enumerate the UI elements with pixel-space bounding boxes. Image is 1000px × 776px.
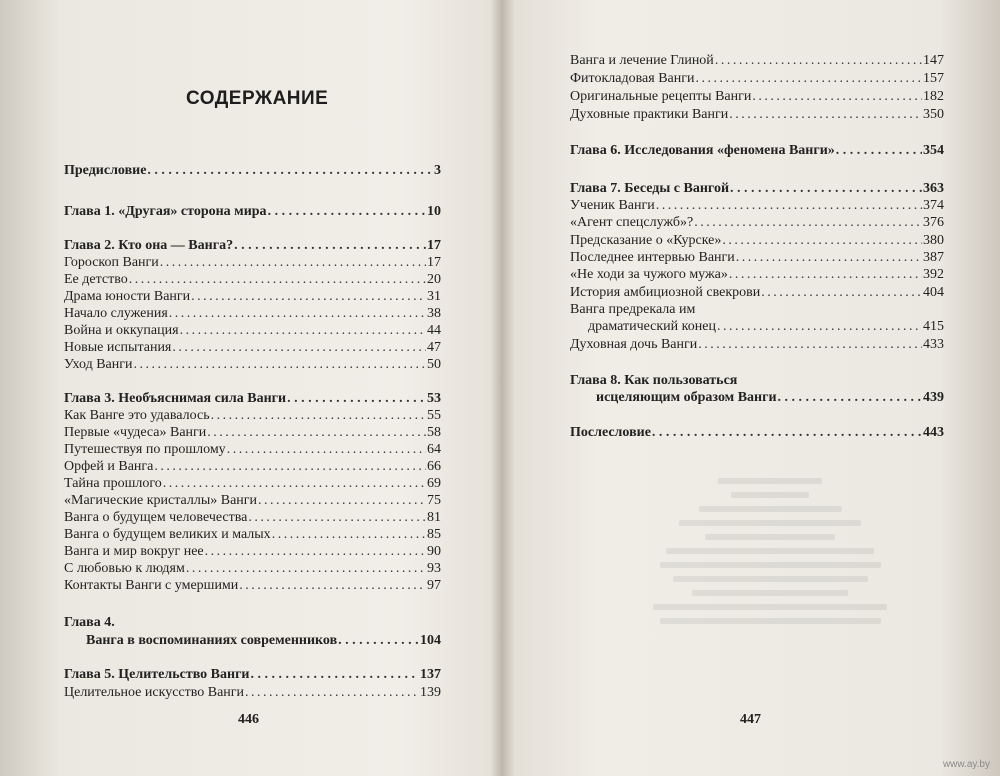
toc-entry-title: Глава 6. Исследования «феномена Ванги»: [570, 143, 835, 158]
toc-entry-title: Уход Ванги: [64, 357, 133, 372]
toc-heading: СОДЕРЖАНИЕ: [186, 88, 329, 109]
dot-leader: [730, 180, 922, 197]
dot-leader: [251, 666, 420, 683]
dot-leader: [239, 577, 426, 594]
toc-entry: [570, 232, 944, 249]
toc-entry-page: 376: [923, 215, 944, 230]
toc-entry: [570, 70, 944, 87]
toc-entry-page: 85: [427, 527, 441, 542]
dot-leader: [163, 475, 426, 492]
dot-leader: [729, 106, 922, 123]
toc-entry: [64, 407, 441, 424]
toc-entry-title: Глава 7. Беседы с Вангой: [570, 181, 730, 196]
toc-entry: [570, 180, 944, 197]
dot-leader: [180, 322, 426, 339]
toc-entry-page: 75: [427, 493, 441, 508]
toc-entry-page: 137: [420, 667, 441, 682]
toc-entry: [64, 666, 441, 683]
dot-leader: [160, 254, 426, 271]
toc-entry: [64, 322, 441, 339]
toc-entry-page: 90: [427, 544, 441, 559]
dot-leader: [133, 356, 426, 373]
dot-leader: [652, 424, 922, 441]
toc-entry-page: 439: [923, 390, 944, 405]
toc-entry-title: Глава 2. Кто она — Ванга?: [64, 238, 234, 253]
dot-leader: [736, 249, 922, 266]
toc-entry: [64, 305, 441, 322]
toc-entry-title: Контакты Ванги с умершими: [64, 578, 239, 593]
toc-entry-page: 182: [923, 89, 944, 104]
toc-entry-title: Начало служения: [64, 306, 168, 321]
toc-entry: [64, 237, 441, 254]
toc-entry-title: Драма юности Ванги: [64, 289, 191, 304]
toc-entry: [64, 271, 441, 288]
dot-leader: [211, 407, 426, 424]
toc-entry: [64, 162, 441, 179]
toc-entry: [588, 318, 944, 335]
toc-entry-page: 10: [427, 204, 441, 219]
toc-entry-title: Предсказание о «Курске»: [570, 233, 722, 248]
toc-entry-title: История амбициозной свекрови: [570, 285, 761, 300]
toc-entry: [64, 390, 441, 407]
toc-entry: [596, 389, 944, 406]
toc-entry-page: 147: [923, 53, 944, 68]
right-page-number: 447: [740, 712, 761, 727]
toc-entry-page: 363: [923, 181, 944, 196]
toc-entry-page: 81: [427, 510, 441, 525]
toc-entry-page: 64: [427, 442, 441, 457]
toc-entry-title: Путешествуя по прошлому: [64, 442, 226, 457]
toc-entry: [64, 339, 441, 356]
toc-entry: [64, 475, 441, 492]
dot-leader: [695, 70, 922, 87]
dot-leader: [154, 458, 426, 475]
dot-leader: [191, 288, 426, 305]
toc-entry-title: Предисловие: [64, 163, 147, 178]
toc-entry-title: Гороскоп Ванги: [64, 255, 159, 270]
toc-entry-page: 97: [427, 578, 441, 593]
toc-entry: [64, 526, 441, 543]
dot-leader: [169, 305, 426, 322]
toc-entry-title: Оригинальные рецепты Ванги: [570, 89, 752, 104]
toc-entry-title: Ванга предрекала им: [570, 302, 696, 317]
dot-leader: [248, 509, 426, 526]
toc-entry-title: Ванга о будущем человечества: [64, 510, 248, 525]
toc-entry: [64, 684, 441, 701]
toc-entry-title: Фитокладовая Ванги: [570, 71, 695, 86]
dot-leader: [272, 526, 426, 543]
toc-entry-page: 69: [427, 476, 441, 491]
dot-leader: [656, 197, 922, 214]
toc-entry-title: Духовные практики Ванги: [570, 107, 729, 122]
toc-entry: [64, 424, 441, 441]
toc-entry-title: драматический конец: [588, 319, 716, 334]
toc-entry: [570, 266, 944, 283]
toc-entry: [570, 52, 944, 69]
toc-entry: [64, 356, 441, 373]
toc-entry: [64, 577, 441, 594]
toc-entry: [64, 560, 441, 577]
toc-entry-page: 44: [427, 323, 441, 338]
toc-entry-title: Новые испытания: [64, 340, 172, 355]
toc-entry-page: 50: [427, 357, 441, 372]
dot-leader: [227, 441, 426, 458]
toc-entry: [64, 458, 441, 475]
toc-entry-title: Послесловие: [570, 425, 651, 440]
dot-leader: [268, 203, 426, 220]
toc-entry-title: Последнее интервью Ванги: [570, 250, 735, 265]
toc-entry-page: 3: [434, 163, 441, 178]
dot-leader: [715, 52, 922, 69]
toc-entry-page: 17: [427, 255, 441, 270]
toc-entry: [570, 249, 944, 266]
toc-entry-title: Орфей и Ванга: [64, 459, 154, 474]
toc-entry: [570, 106, 944, 123]
toc-entry-title: Первые «чудеса» Ванги: [64, 425, 207, 440]
toc-entry: [570, 214, 944, 231]
toc-entry-page: 443: [923, 425, 944, 440]
toc-entry-title: Глава 1. «Другая» сторона мира: [64, 204, 267, 219]
dot-leader: [722, 232, 922, 249]
dot-leader: [698, 336, 922, 353]
toc-entry-page: 157: [923, 71, 944, 86]
toc-entry-title: Как Ванге это удавалось: [64, 408, 210, 423]
toc-entry-page: 415: [923, 319, 944, 334]
toc-entry-title: Глава 8. Как пользоваться: [570, 373, 738, 388]
toc-entry: [570, 142, 944, 159]
watermark: www.ay.by: [942, 759, 990, 770]
dot-leader: [338, 632, 419, 649]
toc-entry-title: Глава 5. Целительство Ванги: [64, 667, 250, 682]
toc-entry-page: 17: [427, 238, 441, 253]
dot-leader: [205, 543, 426, 560]
toc-entry-title: С любовью к людям: [64, 561, 185, 576]
toc-entry-page: 387: [923, 250, 944, 265]
toc-entry-title: Ванга о будущем великих и малых: [64, 527, 271, 542]
dot-leader: [207, 424, 426, 441]
toc-entry-page: 392: [923, 267, 944, 282]
toc-entry: [86, 632, 441, 649]
toc-entry-page: 139: [420, 685, 441, 700]
toc-entry-page: 433: [923, 337, 944, 352]
toc-entry-title: «Магические кристаллы» Ванги: [64, 493, 258, 508]
toc-entry-title: Глава 3. Необъяснимая сила Ванги: [64, 391, 287, 406]
toc-entry-page: 380: [923, 233, 944, 248]
toc-entry-page: 93: [427, 561, 441, 576]
dot-leader: [717, 318, 922, 335]
toc-entry-page: 350: [923, 107, 944, 122]
toc-entry-page: 354: [923, 143, 944, 158]
toc-entry-page: 404: [923, 285, 944, 300]
toc-entry-page: 58: [427, 425, 441, 440]
toc-entry-page: 20: [427, 272, 441, 287]
toc-entry-page: 47: [427, 340, 441, 355]
toc-entry-title: Духовная дочь Ванги: [570, 337, 698, 352]
toc-entry-page: 31: [427, 289, 441, 304]
dot-leader: [129, 271, 426, 288]
toc-entry-title: Ученик Ванги: [570, 198, 655, 213]
toc-entry-page: 53: [427, 391, 441, 406]
toc-entry: [570, 424, 944, 441]
toc-entry: [64, 441, 441, 458]
dot-leader: [186, 560, 426, 577]
dot-leader: [761, 284, 922, 301]
toc-entry-title: Глава 4.: [64, 615, 115, 630]
toc-entry: [64, 509, 441, 526]
dot-leader: [778, 389, 922, 406]
left-page-number: 446: [238, 712, 259, 727]
toc-entry-title: Целительное искусство Ванги: [64, 685, 245, 700]
toc-entry-page: 374: [923, 198, 944, 213]
dot-leader: [836, 142, 922, 159]
toc-entry: [64, 254, 441, 271]
toc-entry: [570, 284, 944, 301]
toc-entry: [64, 492, 441, 509]
toc-entry-title: «Агент спецслужб»?: [570, 215, 694, 230]
toc-entry: [570, 197, 944, 214]
dot-leader: [245, 684, 419, 701]
dot-leader: [258, 492, 426, 509]
toc-entry: [570, 88, 944, 105]
toc-entry-page: 66: [427, 459, 441, 474]
dot-leader: [234, 237, 426, 254]
dot-leader: [752, 88, 922, 105]
toc-entry-title: Ванга в воспоминаниях современников: [86, 633, 338, 648]
toc-entry-page: 55: [427, 408, 441, 423]
toc-entry-title: Ванга и лечение Глиной: [570, 53, 714, 68]
dot-leader: [147, 162, 433, 179]
toc-entry: [64, 288, 441, 305]
bleed-through-imprint: [640, 470, 900, 700]
toc-entry: [64, 203, 441, 220]
toc-entry-title: Ее детство: [64, 272, 128, 287]
toc-entry: [570, 336, 944, 353]
toc-entry-page: 38: [427, 306, 441, 321]
toc-entry-page: 104: [420, 633, 441, 648]
toc-entry-title: исцеляющим образом Ванги: [596, 390, 777, 405]
dot-leader: [287, 390, 426, 407]
toc-entry-title: Тайна прошлого: [64, 476, 162, 491]
toc-entry: [64, 543, 441, 560]
dot-leader: [729, 266, 922, 283]
toc-entry-title: «Не ходи за чужого мужа»: [570, 267, 728, 282]
toc-entry-title: Ванга и мир вокруг нее: [64, 544, 204, 559]
dot-leader: [172, 339, 426, 356]
toc-entry-title: Война и оккупация: [64, 323, 179, 338]
dot-leader: [694, 214, 922, 231]
